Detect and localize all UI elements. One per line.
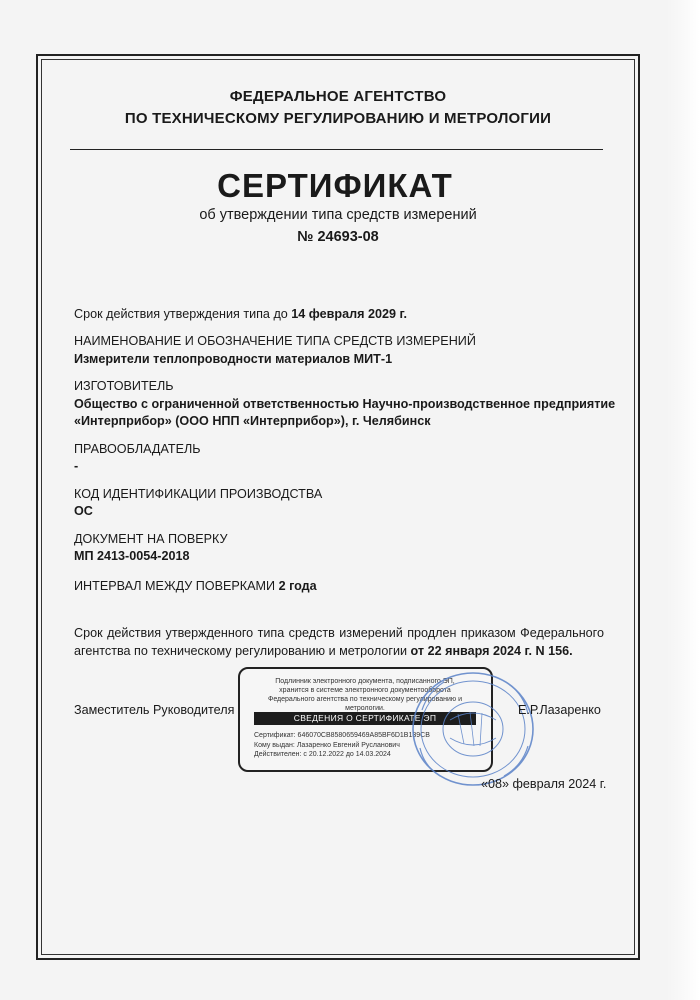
manufacturer-value-line2: «Интерприбор» (ООО НПП «Интерприбор»), г. Челябинск bbox=[74, 414, 431, 428]
interval-line bbox=[74, 579, 317, 593]
validity-date: 14 февраля 2029 г. bbox=[291, 307, 407, 321]
stamp-cert-label: Сертификат: bbox=[254, 732, 296, 739]
validity-label: Срок действия утверждения типа до bbox=[74, 307, 292, 321]
extension-line1: Срок действия утвержденного типа средств измерений продлен приказом Федерального bbox=[74, 626, 604, 640]
rights-holder-value: - bbox=[74, 459, 79, 473]
certificate-title: СЕРТИФИКАТ bbox=[217, 167, 453, 204]
stamp-header-line3: Федерального агентства по техническому регулированию и bbox=[268, 696, 462, 703]
stamp-header-line1: Подлинник электронного документа, подписанного ЭП, bbox=[275, 678, 455, 685]
official-seal-icon bbox=[410, 670, 536, 788]
stamp-issued-value: Лазаренко Евгений Русланович bbox=[296, 741, 400, 749]
stamp-header-line4: метрологии. bbox=[345, 705, 385, 712]
certificate-subtitle: об утверждении типа средств измерений bbox=[199, 207, 477, 223]
manufacturer-label: ИЗГОТОВИТЕЛЬ bbox=[74, 379, 174, 393]
extension-paragraph bbox=[74, 624, 604, 660]
header-divider bbox=[70, 149, 603, 150]
interval-label: ИНТЕРВАЛ МЕЖДУ ПОВЕРКАМИ bbox=[74, 579, 279, 593]
verification-doc-label: ДОКУМЕНТ НА ПОВЕРКУ bbox=[74, 532, 228, 546]
signatory-name: Е.Р.Лазаренко bbox=[518, 703, 601, 717]
stamp-details bbox=[254, 731, 430, 760]
extension-order: от 22 января 2024 г. N 156. bbox=[410, 644, 573, 658]
scan-edge bbox=[666, 0, 700, 1000]
production-code-label: КОД ИДЕНТИФИКАЦИИ ПРОИЗВОДСТВА bbox=[74, 487, 323, 501]
interval-value: 2 года bbox=[278, 579, 317, 593]
production-code-value: ОС bbox=[74, 504, 93, 518]
stamp-issued-label: Кому выдан: bbox=[254, 741, 295, 749]
signatory-position: Заместитель Руководителя bbox=[74, 703, 235, 717]
rights-holder-label: ПРАВООБЛАДАТЕЛЬ bbox=[74, 442, 201, 456]
stamp-valid-value: с 20.12.2022 до 14.03.2024 bbox=[303, 751, 391, 758]
stamp-cert-value: 646070CB8580659469A85BF6D1B139CB bbox=[297, 732, 430, 739]
instrument-name-label: НАИМЕНОВАНИЕ И ОБОЗНАЧЕНИЕ ТИПА СРЕДСТВ ИЗМЕРЕНИЙ bbox=[74, 334, 476, 348]
extension-line2-text: агентства по техническому регулированию и метрологии bbox=[74, 644, 411, 658]
agency-name-line1: ФЕДЕРАЛЬНОЕ АГЕНТСТВО bbox=[229, 88, 447, 105]
agency-name-line2: ПО ТЕХНИЧЕСКОМУ РЕГУЛИРОВАНИЮ И МЕТРОЛОГИИ bbox=[124, 110, 552, 127]
validity-line bbox=[74, 307, 407, 321]
manufacturer-value-line1: Общество с ограниченной ответственностью Научно-производственное предприятие bbox=[74, 397, 616, 411]
stamp-valid-label: Действителен: bbox=[254, 751, 302, 758]
stamp-header-line2: хранится в системе электронного документооборота bbox=[279, 687, 451, 694]
certificate-number: № 24693-08 bbox=[297, 229, 379, 245]
extension-line2 bbox=[74, 642, 604, 660]
verification-doc-value: МП 2413-0054-2018 bbox=[74, 549, 190, 563]
signature-date: «08» февраля 2024 г. bbox=[481, 777, 607, 791]
instrument-name-value: Измерители теплопроводности материалов МИТ-1 bbox=[74, 352, 393, 366]
stamp-title-bar: СВЕДЕНИЯ О СЕРТИФИКАТЕ ЭП bbox=[254, 712, 476, 725]
